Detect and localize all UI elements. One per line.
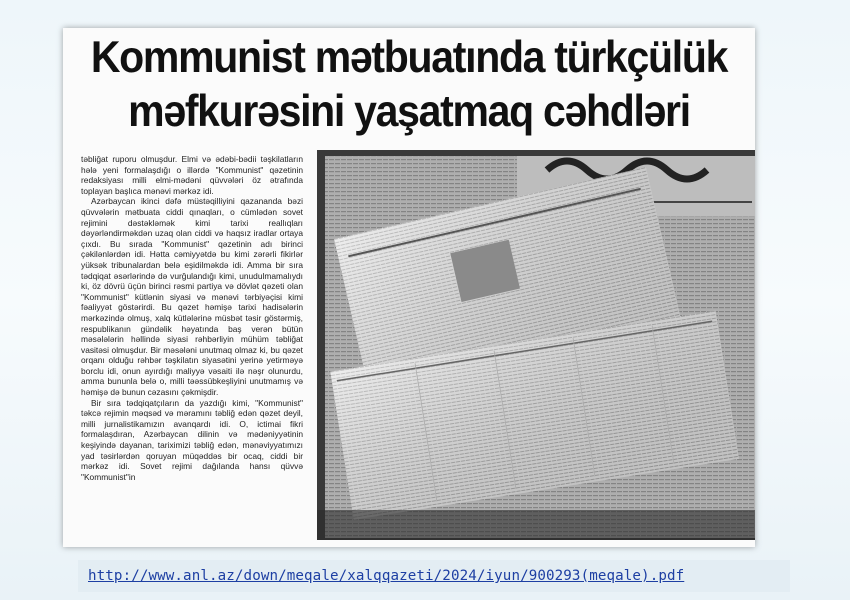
article-paragraph-2: Azərbaycan ikinci dəfə müstəqilliyini qazananda bəzi qüvvələrin mətbuata ciddi qınaqları, o cümlədən sovet rejimini dəstəkləmək kimi tarixi reallıqları dəyərləndirməkdən uzaq olan ciddi və haqsız iradlar ortaya çıxdı. Bu sırada "Kommunist" qəzetinin adı birinci çəkilənlərdən idi. Hətta cəmiyyətdə bu kimi zərərli fikirlər yüksək tribunalardan belə eşidilməkdə idi. Amma bir sıra tədqiqat əsərlərində də vurğulandığı kimi, unudulmamalıydı ki, öz dövrü üçün birinci rəsmi partiya və dövlət qəzeti olan "Kommunist" kütlənin siyasi və mənəvi tərbiyəçisi kimi fəaliyyət göstərirdi. Bu qəzet həmişə tarixi hadisələrin mərkəzində olmuş, xalq kütlələrinə müsbət təsir göstərmiş, respublikanın gündəlik həyatında baş verən bütün məsələlərin həllində siyasi rəhbərliyin mühüm təbliğat vasitəsi olmuşdur. Bir məsələni unutmaq olmaz ki, bu qəzet orqanı olduğu rəhbər təşkilatın siyasətini yerinə yetirməyə borclu idi, onun ayırdığı maliyyə vəsaiti ilə nəşr olunurdu, amma bununla belə o, milli təəssübkeşliyini unutmamış və həmişə də bunun cəzasını çəkmişdir. [81,196,303,398]
article-body [81,154,303,546]
source-link[interactable]: http://www.anl.az/down/meqale/xalqqazeti/2024/iyun/900293(meqale).pdf [88,568,685,584]
newspapers-photo [317,150,755,540]
article-paragraph-1: təbliğat ruporu olmuşdur. Elmi və ədəbi-bədii təşkilatların hələ yeni formalaşdığı o illərdə "Kommunist" qəzetinin redaksiyası milli elmi-mədəni qüvvələri öz ətrafında toplayan başlıca mənəvi mərkəz idi. [81,154,303,196]
headline-line-1: Kommunist mətbuatında türkçülük [90,32,728,82]
article-paragraph-3: Bir sıra tədqiqatçıların da yazdığı kimi, "Kommunist" təkcə rejimin məqsəd və məramını təbliğ edən qəzet deyil, milli jurnalistikamızın avanqardı idi. O, ictimai fikri formalaşdıran, Azərbaycan dilinin və mədəniyyətinin keşiyində dayanan, tariximizi təbliğ edən, mənəviyyatımızı yad təsirlərdən qoruyan müqəddəs bir ocaq, ciddi bir mərkəz idi. Sovet rejimi dağılanda hansı qüvvə "Kommunist"in [81,397,303,482]
source-link-bar [78,560,790,592]
headline-line-2: məfkurəsini yaşatmaq cəhdləri [128,86,690,136]
newspaper-clipping [63,28,755,547]
newspapers-photo-icon [317,150,755,540]
